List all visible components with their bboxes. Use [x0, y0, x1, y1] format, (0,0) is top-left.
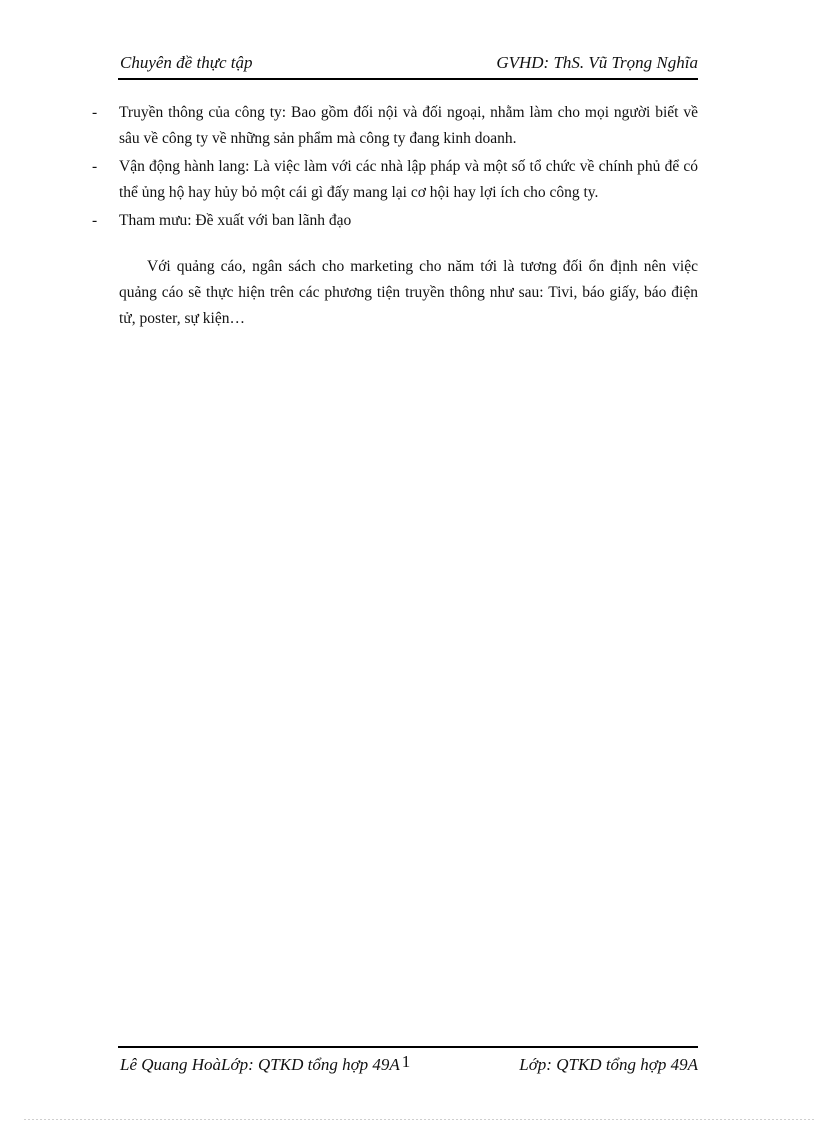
footer-author-class: Lê Quang HoàLớp: QTKD tổng hợp 49A	[120, 1055, 400, 1074]
header-left-title: Chuyên đề thực tập	[120, 53, 253, 72]
page-footer	[118, 1046, 698, 1078]
bullet-marker: -	[92, 158, 98, 175]
footer-right-class: Lớp: QTKD tổng hợp 49A	[519, 1055, 698, 1074]
bullet-item	[92, 154, 698, 206]
bullet-marker: -	[92, 212, 98, 229]
body-paragraph: Với quảng cáo, ngân sách cho marketing cho năm tới là tương đối ổn định nên việc quảng cáo sẽ thực hiện trên các phương tiện truyền thông như sau: Tivi, báo giấy, báo điện tử, poster, sự kiện…	[119, 258, 698, 327]
document-body	[92, 100, 698, 332]
bullet-marker: -	[92, 104, 98, 121]
page-header	[118, 50, 698, 80]
page-number: 1	[401, 1052, 411, 1071]
header-right-supervisor: GVHD: ThS. Vũ Trọng Nghĩa	[496, 53, 698, 72]
bullet-item	[92, 208, 698, 234]
page-edge-divider	[24, 1119, 816, 1120]
bullet-text: Tham mưu: Đề xuất với ban lãnh đạo	[119, 212, 352, 229]
footer-left	[120, 1054, 410, 1076]
bullet-item	[92, 100, 698, 152]
bullet-text: Truyền thông của công ty: Bao gồm đối nội và đối ngoại, nhằm làm cho mọi người biết về sâu về công ty về những sản phẩm mà công ty đang kinh doanh.	[119, 104, 698, 147]
bullet-text: Vận động hành lang: Là việc làm với các nhà lập pháp và một số tổ chức về chính phủ để có thể ủng hộ hay hủy bỏ một cái gì đấy mang lại cơ hội hay lợi ích cho công ty.	[119, 158, 698, 201]
